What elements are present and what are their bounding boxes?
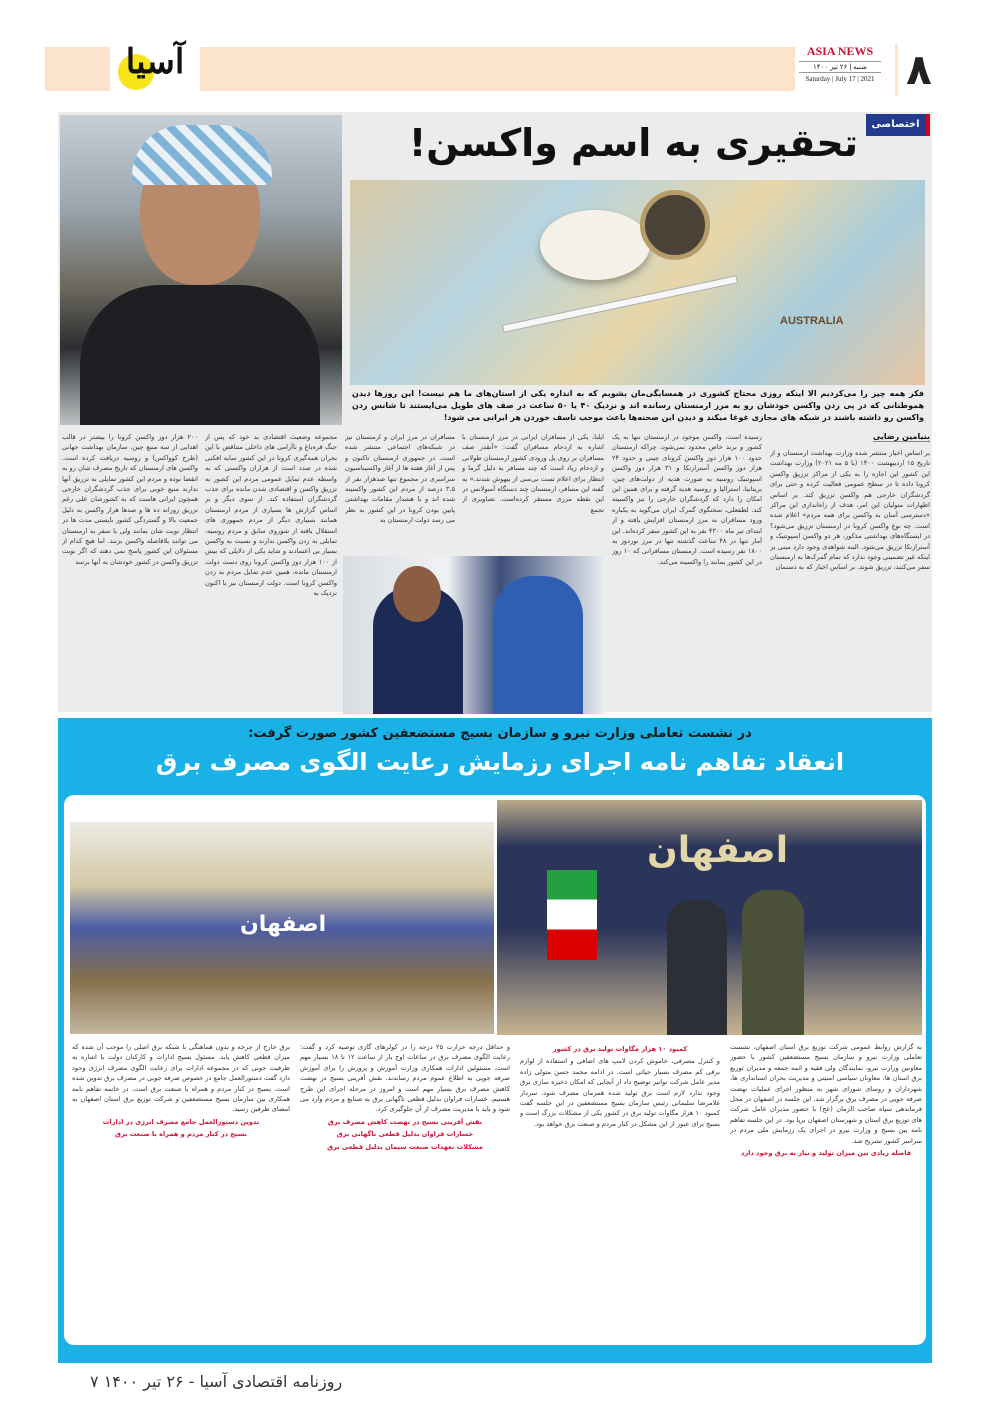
isfahan-banner: اصفهان — [647, 830, 789, 871]
vaccination-photo — [343, 556, 605, 714]
masthead-block — [795, 44, 885, 94]
bottom-column-2: کمبود ۱۰ هزار مگاوات تولید برق در کشور و کنترل مصرفی، خاموش کردن لامپ های اضافی و استفاده از لوازم برقی کم مصرف بسیار حیاتی است. در ادامه محمد حسن متولی زاده مدیر عامل شرکت توانیر توضیح داد از آنجایی که امکان ذخیره سازی برق وجود ندارد لازم است برق تولید شده همزمان مصرف شود. سردار غلامرضا سلیمانی رئیس سازمان بسیج مستضعفین در این جلسه گفت کمبود ۱۰ هزار مگاوات تولید برق در کشور یکی از مشکلات بزرگ است و بسیج برای عبور از این مشکل در کنار مردم و صنعت برق خواهد بود. — [520, 1045, 720, 1128]
article-title: تحقیری به اسم واکسن! — [408, 121, 858, 165]
brand-name: ASIA NEWS — [806, 44, 874, 58]
asia-logo — [110, 40, 200, 98]
date-english: Saturday | July 17 | 2021 — [805, 75, 875, 83]
article-column-3: ایلنا، یکی از مسافران ایرانی در مرز ارمنستان با اشاره به ازدحام مسافران گفت: «آنقدر صف مسافران بر روی پل ورودی کشور ارمنستان طولانی و ازدحام زیاد است که چند مسافر به دلیل گرما و انتظار برای اعلام تست بی‌سی از بیهوش شدند.» به گفته این مسافر، ارمنستان چند دستگاه آمبولانس در این نقطه مرزی مستقر کرده‌است. تصاویری از تجمع — [462, 433, 604, 514]
author-name: بنیامین رضایی — [872, 432, 930, 441]
subhead: کمبود ۱۰ هزار مگاوات تولید برق در کشور — [552, 1045, 688, 1053]
bottom-column-4: برق خارج از چرخه و بدون هماهنگی با شبکه برق اصلی را موجب آن شده که میزان قطعی کاهش یابد. مسئول بسیج ادارات و کارکنان دولت با اشاره به ظرفیت خوبی که در مجموعه ادارات برای رعایت الگوی مصرف انرژی وجود دارد گفت دستورالعمل جامع در خصوص صرفه جویی در مصرف برق تدوین شده است. بسیج در کنار مردم و همراه با صنعت برق است. در خاتمه تفاهم نامه همکاری بین سازمان بسیج مستضعفین و شرکت توزیع برق استان اصفهان به امضای طرفین رسید. تدوین دستورالعمل جامع مصرف انرژی در ادارات بسیج در کنار مردم و همراه با صنعت برق — [72, 1043, 290, 1139]
bottom-column-3: و حداقل درجه حرارت ۲۵ درجه را در کولرهای گازی توصیه کرد و گفت: رعایت الگوی مصرف برق در ساعات اوج بار از ساعت ۱۲ تا ۱۸ بسیار مهم است. مسئولین ادارات همکاری وزارت آموزش و پرورش را برای آموزش صرفه جویی به اطلاع عموم مردم رساندند. نقش آفرینی بسیج در نهضت کاهش مصرف برق بسیار مهم است و امروز در مرحله اجرای این طرح هستیم. خسارات فراوان بدلیل قطعی ناگهانی برق به صنایع و مردم وارد می شود و باید با مدیریت مصرف از آن جلوگیری کرد. نقش آفرینی بسیج در نهضت کاهش مصرف برق خسارات فراوان بدلیل قطعی ناگهانی برق مشکلات تعهدات صنعت سیمان بدلیل قطعی برق — [300, 1043, 510, 1151]
date-persian: شنبه | ۲۶ تیر ۱۴۰۰ — [799, 61, 881, 73]
bottom-column-1: به گزارش روابط عمومی شرکت توزیع برق استان اصفهان، نشست تعاملی وزارت نیرو و سازمان بسیج مستضعفین کشور با حضور معاونین وزارت نیرو، نمایندگان ولی فقیه و ائمه جمعه و مدیران توزیع برق استان ها، معاونان سیاسی امنیتی و مدیریت بحران استانداری ها، شهرداران و روسای شورای شهر به منظور اجرای عملیات نهضت صرفه جویی در مصرف برق برگزار شد. این جلسه در اصفهان در محل فرماندهی سپاه صاحب الزمان (عج) با حضور مدیران عامل شرکت های توزیع برق استان و شهرستان اصفهان برپا بود. در این جلسه تفاهم نامه بین بسیج و وزارت نیرو در اجرای یک رزمایش ملی مردم در سراسر کشور تشریح شد. فاصله زیادی بین میزان تولید و نیاز به برق وجود دارد — [730, 1043, 922, 1158]
map-vaccine-photo — [350, 180, 925, 385]
meeting-hall-photo: اصفهان — [70, 822, 494, 1034]
footer-text: روزنامه اقتصادی آسیا - ۲۶ تیر ۱۴۰۰ ۷ — [90, 1372, 343, 1391]
article-column-5: مجموعه وضعیت اقتصادی بد خود که پس از جنگ قره‌باغ و ناآرامی های داخلی متناقض با این بحران همه‌گیری کرونا در این کشور سایه افکنی شده در صدد است از هزاران واکسنی که به واسطه عدم تمایل عمومی مردم این کشور به تزریق واکسن و اقتصادی شدن مانده برای جذب گردشگران استفاده کند. از سوی دیگر و بر اساس گزارش ها بسیاری از مردم ارمنستان همانند بسیاری دیگر از مردم جمهوری های استقلال یافته از شوروی سابق و مردم روسیه، تمایلی به زدن واکسن ندارند و نسبت به واکسن بسیار بی اعتمادند و شاید یکی از دلایلی که بیش از ۱۰۰ هزار دوز واکسن کرونا روی دست دولت ارمنستان مانده، همین عدم تمایل مردم به زدن واکسن کرونا است. دولت ارمنستان نیز با اکنون نزدیک به — [205, 433, 337, 598]
subhead: مشکلات تعهدات صنعت سیمان بدلیل قطعی برق — [327, 1142, 483, 1151]
column-text: بر اساس اخبار منتشر شده وزارت بهداشت ارمنستان و از تاریخ ۱۵ اردیبهشت ۱۴۰۰ (با ۵ مه ۲۰۲۱) وزارت بهداشت این کشور این اجازه را به یکی از مراکز تزریق واکسن کرونا داده تا در سطح عمومی فعالیت کرده و حتی برای گردشگران خارجی هم واکسن تزریق کند. بر اساس اظهارات متولیان این امر، هدف از راه‌اندازی این مراکز «دسترسی آسان به واکسن برای همه مردم» اعلام شده است. چه نوع واکسن کرونا در ارمنستان تزریق می‌شود؟ در ایستگاه‌های بهداشتی مذکور، هر دو واکسن اسپوتنیک و آسترازنکا تزریق می‌شود. البته شواهدی وجود دارد مبنی بر اینکه غیر تضمینی وجود ندارد که تمام گمرک‌ها به ارمنستان سفر می‌کنند، تزریق شوند. بر اساس اخبار که به دستمان — [770, 449, 930, 572]
subhead: نقش آفرینی بسیج در نهضت کاهش مصرف برق — [327, 1117, 483, 1126]
article-column-4: مسافران در مرز ایران و ارمنستان نیز در شبکه‌های اجتماعی منتشر شده است. در جمهوری ارمنستان تاکنون و پس از آغاز هفته ها از آغاز واکسیناسیون سراسری در مجموع تنها صدهزار نفر از ۳.۵ درصد از مردم این کشور واکسینه شده اند و با هشدار مقامات بهداشتی پایین بودن کرونا در این کشور به نظر می رسد دولت ارمنستان به — [345, 433, 455, 525]
exclusive-tag: اختصاصی — [866, 114, 930, 136]
map-label: AUSTRALIA — [780, 315, 844, 327]
article-column-1 — [770, 432, 930, 712]
page-number: ۸ — [895, 44, 940, 96]
iran-flag — [547, 870, 597, 960]
subhead: بسیج در کنار مردم و همراه با صنعت برق — [115, 1130, 247, 1139]
agreement-signing-photo — [497, 800, 922, 1035]
article-column-2: رسیده است، واکسن موجود در ارمنستان تنها به یک کشور و برند خاص محدود نمی‌شود، چراکه ارمنستان حدود ۱۰۰ هزار دوز واکسن کرونای چینی و حدود ۲۴ هزار دوز واکسن آسترازنکا و ۳۱ هزار دوز واکسن اسپوتنیک روسیه به صورت هدیه از دولت‌های چین، بریتانیا، استرالیا و روسیه هدیه گرفته و برای همین این امکان را دارد که گردشگران خارجی را نیز واکسینه کند. لطفعلی، سخنگوی گمرک ایران می‌گوید به یکباره ورود مسافران به مرز ارمنستان افزایش یافته و از ابتدای تیر ماه ۴۳۰۰ نفر به این کشور سفر کرده‌اند. این آمار تنها در ۴۸ ساعت گذشته تنها در مرز نوردوز به ۱۸۰۰ نفر رسیده است. ارمنستان مسافرانی که ۱۰ روز در این کشور بمانند را واکسینه می‌کند. — [612, 433, 762, 566]
article-column-6: ۲۰۰ هزار دوز واکسن کرونا را بیشتر در قالب اهدایی از سه منبع چین، سازمان بهداشت جهانی (طرح کوواکس) و روسیه دریافت کرده است. واکسن های ارمنستان که تاریخ مصرف شان رو به انقضا بوده و مردم این کشور تمایلی به تزریق آنها ندارند منبع خوبی برای جذب گردشگران خارجی همچون ایرانی هاست که به کشورشان علی رغم تزریق روزانه ده ها و صدها هزار واکسن به دلیل جمعیت بالا و گستردگی کشور بایستی مدت ها در انتظار نوبت شان بمانند ولی با سفر به ارمنستان می توانند بلافاصله واکسن بزنند. اما هیچ کدام از مسئولان این کشور پاسخ نمی دهند که اگر نوبت تزریق واکسن در کشور خودشان به آنها برسد — [62, 433, 198, 566]
logo-text: آسیا — [125, 42, 185, 82]
article-kicker: در نشست تعاملی وزارت نیرو و سازمان بسیج مستضعفین کشور صورت گرفت: — [248, 726, 752, 741]
article-headline: انعقاد تفاهم نامه اجرای رزمایش رعایت الگوی مصرف برق — [155, 748, 845, 776]
subhead: فاصله زیادی بین میزان تولید و نیاز به برق وجود دارد — [740, 1149, 912, 1158]
photo-caption: فکر همه چیز را می‌کردیم الا اینکه روزی محتاج کشوری در همسایگی‌مان بشویم که به اندازه یکی از استان‌های ما هم نیست! این روزها دیدن هموطنانی که در پی زدن واکسن خودشان رو به مرز ارمنستان رسانده اند و نزدیک ۴۰ یا ۵۰ ساعت در صف های طویل می‌ایستند تا شانس زدن واکسن رو داشته باشند در شبکه های مجازی غوغا میکند و دیدن این صحنه‌ها باعث موجب تاسف خوردن هر ایرانی می شود! — [352, 389, 924, 422]
subhead: تدوین دستورالعمل جامع مصرف انرژی در ادارات — [102, 1117, 260, 1126]
man-portrait-photo — [60, 115, 342, 425]
subhead: خسارات فراوان بدلیل قطعی ناگهانی برق — [336, 1130, 474, 1139]
